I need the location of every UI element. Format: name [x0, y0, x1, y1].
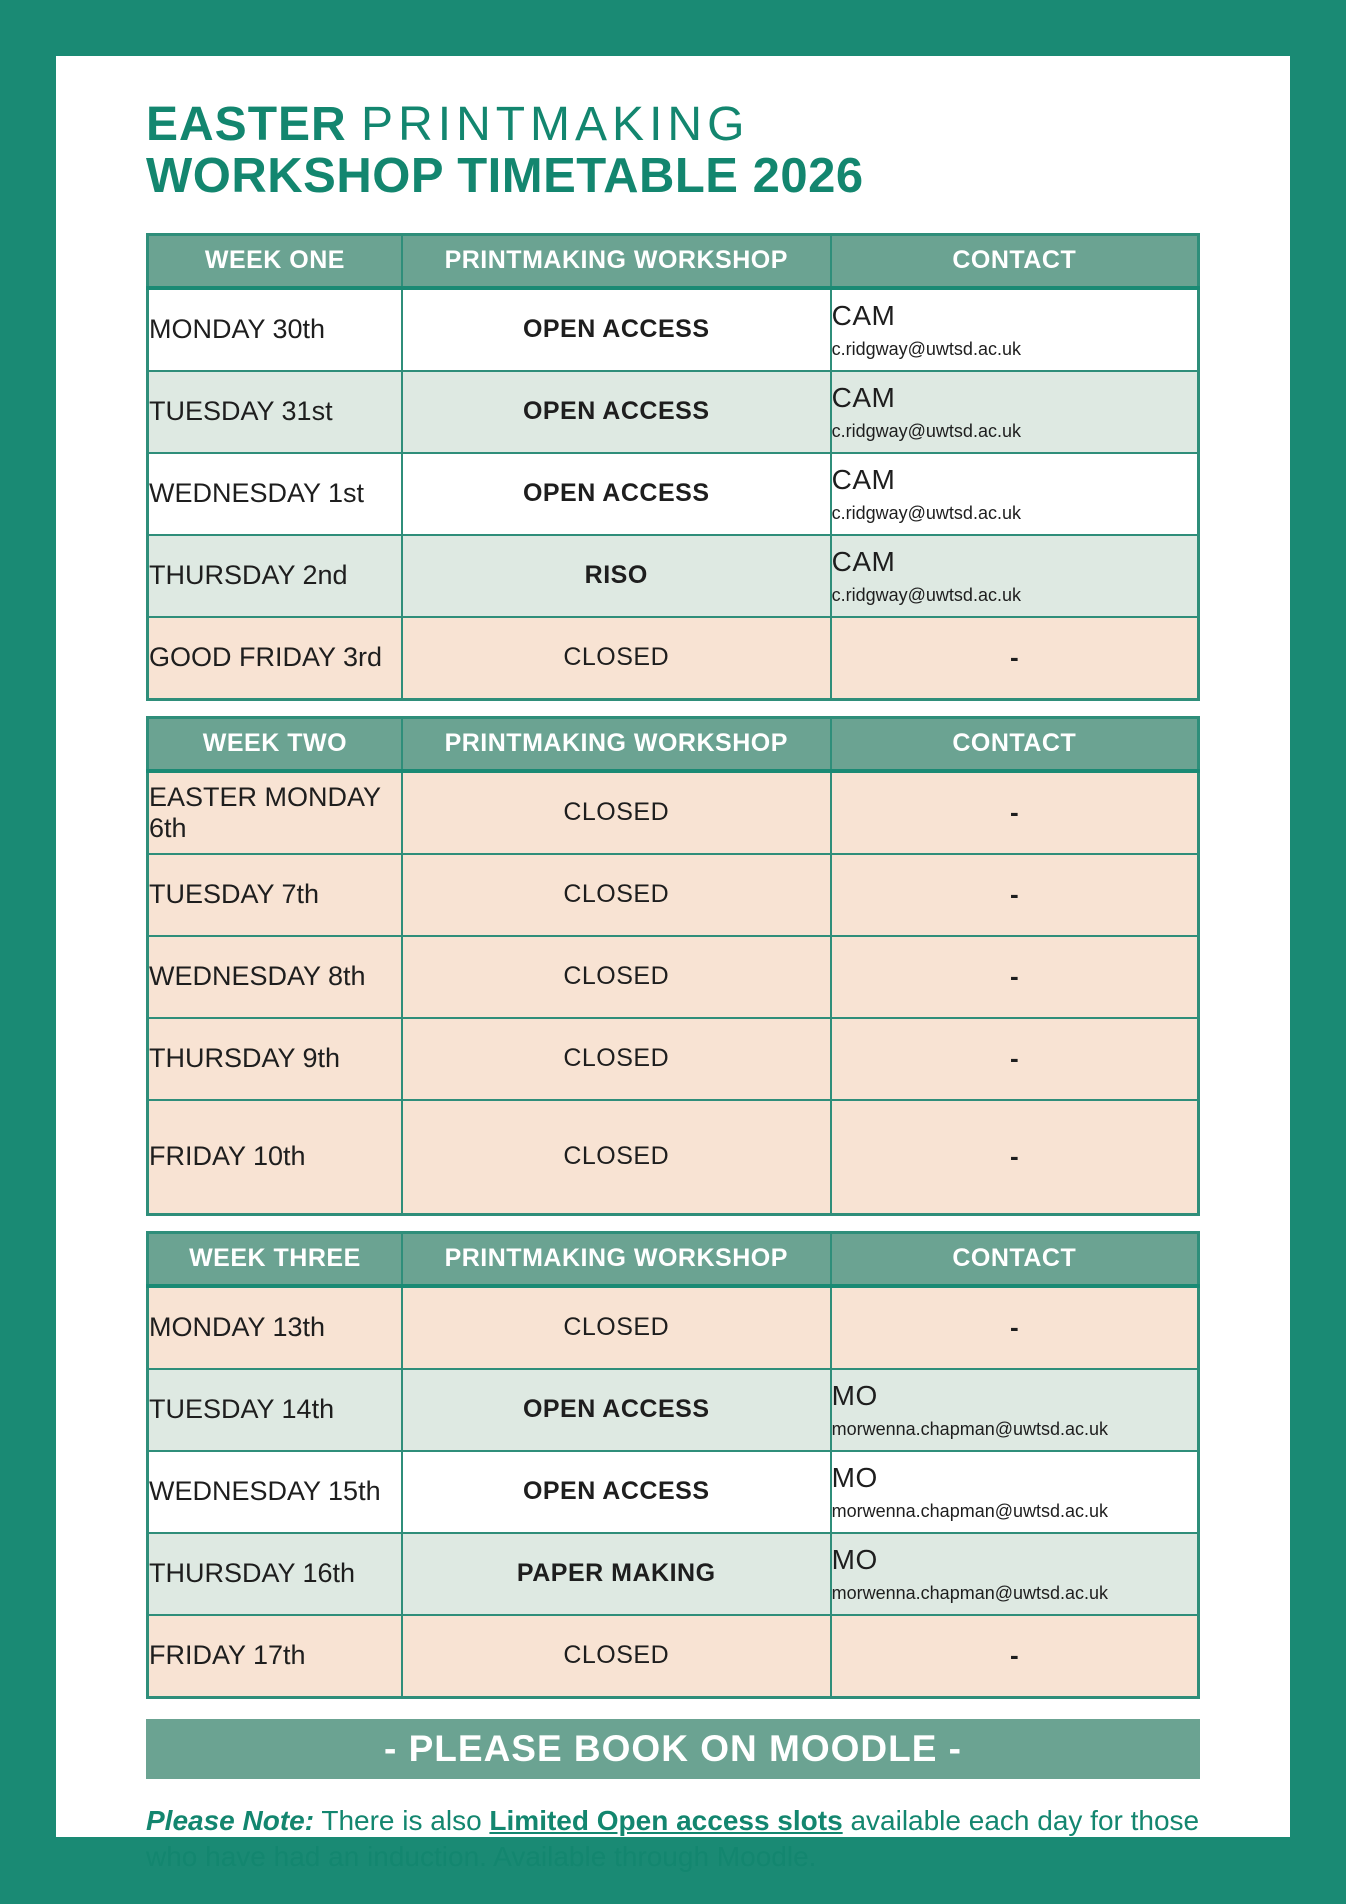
timetable-row	[148, 936, 1199, 1018]
poster-page	[56, 56, 1290, 1873]
contact-cell: -	[831, 617, 1199, 700]
day-cell: EASTER MONDAY 6th	[148, 771, 402, 854]
page-title	[146, 100, 1200, 203]
day-cell: WEDNESDAY 8th	[148, 936, 402, 1018]
poster-content	[56, 56, 1290, 1876]
note-text-before: There is also	[314, 1804, 490, 1836]
contact-name: CAM	[831, 463, 896, 495]
timetable-row	[148, 617, 1199, 700]
workshop-cell: CLOSED	[402, 1018, 831, 1100]
header-row	[148, 1232, 1199, 1286]
workshop-cell: CLOSED	[402, 1615, 831, 1698]
day-cell: MONDAY 30th	[148, 288, 402, 371]
contact-cell: -	[831, 854, 1199, 936]
day-cell: TUESDAY 31st	[148, 371, 402, 453]
contact-name: MO	[831, 1379, 878, 1411]
title-line-1	[146, 100, 1200, 151]
contact-cell: -	[831, 936, 1199, 1018]
workshop-cell: RISO	[402, 535, 831, 617]
footer-note	[146, 1803, 1200, 1876]
day-cell: THURSDAY 16th	[148, 1533, 402, 1615]
day-cell: WEDNESDAY 15th	[148, 1451, 402, 1533]
timetable-row	[148, 1451, 1199, 1533]
contact-name: CAM	[831, 299, 896, 331]
workshop-cell: OPEN ACCESS	[402, 288, 831, 371]
timetable-row	[148, 1286, 1199, 1369]
title-easter: EASTER	[146, 98, 347, 151]
contact-email: c.ridgway@uwtsd.ac.uk	[831, 502, 1021, 523]
day-cell: MONDAY 13th	[148, 1286, 402, 1369]
workshop-cell: CLOSED	[402, 854, 831, 936]
week-header: WEEK TWO	[148, 717, 402, 771]
timetable-row	[148, 771, 1199, 854]
contact-cell: -	[831, 771, 1199, 854]
contact-cell: -	[831, 1615, 1199, 1698]
title-printmaking: PRINTMAKING	[361, 98, 750, 151]
contact-name: CAM	[831, 381, 896, 413]
note-prefix: Please Note:	[146, 1804, 315, 1836]
timetable-row	[148, 535, 1199, 617]
workshop-cell: OPEN ACCESS	[402, 453, 831, 535]
workshop-cell: CLOSED	[402, 617, 831, 700]
timetable-row	[148, 371, 1199, 453]
timetable-row	[148, 453, 1199, 535]
note-text-after: available each day for those who have had an induction. Available through Moodle.	[146, 1804, 1200, 1873]
workshop-cell: OPEN ACCESS	[402, 371, 831, 453]
contact-cell: -	[831, 1018, 1199, 1100]
contact-email: c.ridgway@uwtsd.ac.uk	[831, 420, 1021, 441]
contact-header: CONTACT	[831, 1232, 1199, 1286]
workshop-cell: OPEN ACCESS	[402, 1369, 831, 1451]
day-cell: THURSDAY 2nd	[148, 535, 402, 617]
contact-name: MO	[831, 1461, 878, 1493]
title-line-2: WORKSHOP TIMETABLE 2026	[146, 148, 864, 203]
day-cell: FRIDAY 17th	[148, 1615, 402, 1698]
contact-email: morwenna.chapman@uwtsd.ac.uk	[831, 1418, 1109, 1439]
timetable-row	[148, 1369, 1199, 1451]
timetable-week-1	[146, 233, 1200, 701]
timetable-row	[148, 1018, 1199, 1100]
moodle-banner: - PLEASE BOOK ON MOODLE -	[146, 1719, 1200, 1779]
timetable-week-3	[146, 1231, 1200, 1699]
contact-email: c.ridgway@uwtsd.ac.uk	[831, 584, 1021, 605]
contact-header: CONTACT	[831, 717, 1199, 771]
day-cell: TUESDAY 7th	[148, 854, 402, 936]
note-underlined: Limited Open access slots	[489, 1804, 843, 1836]
contact-cell: -	[831, 1100, 1199, 1215]
day-cell: FRIDAY 10th	[148, 1100, 402, 1215]
contact-cell: -	[831, 1286, 1199, 1369]
header-row	[148, 717, 1199, 771]
contact-email: morwenna.chapman@uwtsd.ac.uk	[831, 1582, 1109, 1603]
workshop-header: PRINTMAKING WORKSHOP	[402, 1232, 831, 1286]
timetable-row	[148, 854, 1199, 936]
contact-cell	[831, 1451, 1199, 1533]
contact-name: CAM	[831, 545, 896, 577]
contact-email: morwenna.chapman@uwtsd.ac.uk	[831, 1500, 1109, 1521]
timetable-row	[148, 288, 1199, 371]
workshop-cell: CLOSED	[402, 936, 831, 1018]
timetables	[146, 233, 1200, 1699]
workshop-cell: CLOSED	[402, 771, 831, 854]
contact-cell	[831, 371, 1199, 453]
workshop-header: PRINTMAKING WORKSHOP	[402, 717, 831, 771]
workshop-cell: OPEN ACCESS	[402, 1451, 831, 1533]
timetable-week-2	[146, 716, 1200, 1216]
workshop-header: PRINTMAKING WORKSHOP	[402, 234, 831, 288]
contact-cell	[831, 535, 1199, 617]
contact-name: MO	[831, 1543, 878, 1575]
contact-cell	[831, 453, 1199, 535]
timetable-row	[148, 1100, 1199, 1215]
day-cell: TUESDAY 14th	[148, 1369, 402, 1451]
contact-email: c.ridgway@uwtsd.ac.uk	[831, 338, 1021, 359]
workshop-cell: PAPER MAKING	[402, 1533, 831, 1615]
timetable-row	[148, 1533, 1199, 1615]
contact-cell	[831, 1533, 1199, 1615]
day-cell: THURSDAY 9th	[148, 1018, 402, 1100]
week-header: WEEK THREE	[148, 1232, 402, 1286]
workshop-cell: CLOSED	[402, 1100, 831, 1215]
timetable-row	[148, 1615, 1199, 1698]
contact-cell	[831, 1369, 1199, 1451]
contact-header: CONTACT	[831, 234, 1199, 288]
workshop-cell: CLOSED	[402, 1286, 831, 1369]
day-cell: GOOD FRIDAY 3rd	[148, 617, 402, 700]
contact-cell	[831, 288, 1199, 371]
week-header: WEEK ONE	[148, 234, 402, 288]
header-row	[148, 234, 1199, 288]
day-cell: WEDNESDAY 1st	[148, 453, 402, 535]
